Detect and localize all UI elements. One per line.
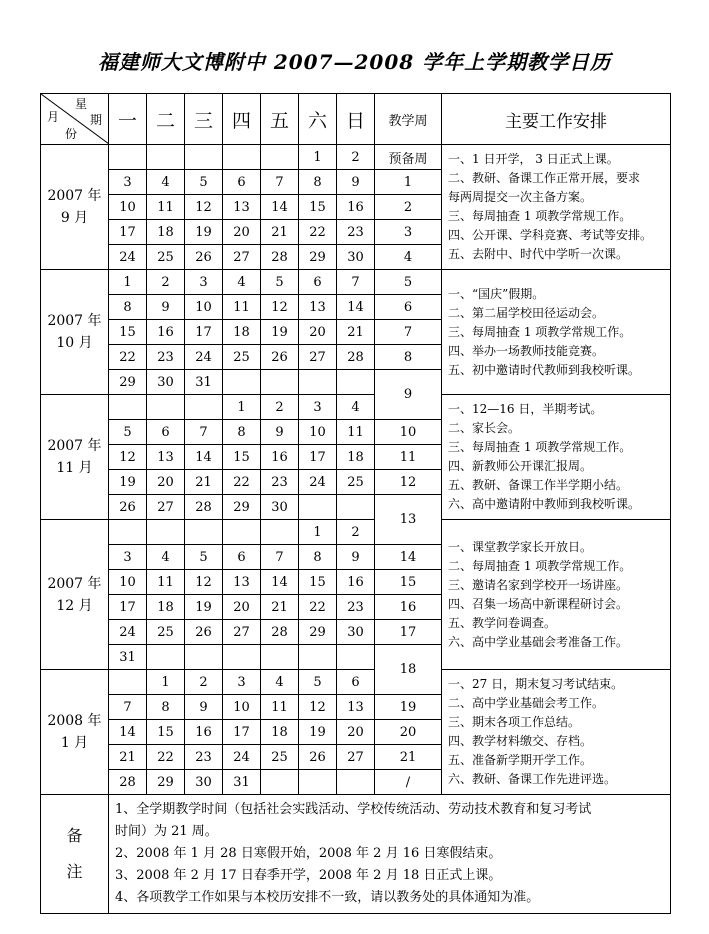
day-cell: 17 — [185, 320, 223, 345]
day-cell: 11 — [337, 420, 375, 445]
day-cell: 17 — [109, 595, 147, 620]
day-cell — [337, 645, 375, 670]
week-number: 19 — [375, 695, 442, 720]
week-number: 9 — [375, 370, 442, 420]
task-list — [442, 270, 671, 395]
day-cell: 21 — [261, 220, 299, 245]
week-number: 14 — [375, 545, 442, 570]
calendar-row — [41, 670, 671, 695]
day-cell: 10 — [223, 695, 261, 720]
task-list — [442, 395, 671, 520]
day-cell: 5 — [299, 670, 337, 695]
task-item: 四、召集一场高中新课程研讨会。 — [448, 596, 629, 611]
task-item: 五、准备新学期开学工作。 — [448, 753, 593, 767]
day-cell: 14 — [185, 445, 223, 470]
task-item: 三、每周抽查 1 项教学常规工作。 — [448, 209, 632, 223]
task-item: 五、初中邀请时代教师到我校听课。 — [448, 362, 641, 377]
day-cell — [261, 770, 299, 795]
task-item: 四、教学材料缴交、存档。 — [448, 734, 593, 748]
note-line: 2、2008 年 1 月 28 日寒假开始，2008 年 2 月 16 日寒假结束。 — [115, 846, 502, 861]
day-cell: 6 — [223, 545, 261, 570]
day-cell: 27 — [223, 620, 261, 645]
task-item: 四、举办一场教师技能竞赛。 — [448, 343, 605, 358]
day-cell: 12 — [299, 695, 337, 720]
week-number: 18 — [375, 645, 442, 695]
day-cell: 5 — [109, 420, 147, 445]
note-line: 4、各项教学工作如果与本校历安排不一致，请以教务处的具体通知为准。 — [115, 890, 540, 905]
task-item: 三、期末各项工作总结。 — [448, 715, 581, 729]
day-cell — [147, 145, 185, 170]
day-cell — [299, 370, 337, 395]
day-cell: 16 — [337, 570, 375, 595]
day-cell: 18 — [261, 720, 299, 745]
day-cell: 11 — [147, 195, 185, 220]
day-cell: 30 — [147, 370, 185, 395]
day-cell — [109, 670, 147, 695]
week-number: 12 — [375, 470, 442, 495]
day-cell — [261, 370, 299, 395]
day-cell — [109, 395, 147, 420]
day-cell: 13 — [223, 195, 261, 220]
day-cell: 2 — [261, 395, 299, 420]
corner-cell — [41, 94, 109, 145]
task-item: 一、课堂教学家长开放日。 — [448, 539, 593, 554]
task-item: 五、去附中、时代中学听一次课。 — [448, 247, 629, 261]
day-cell: 3 — [109, 545, 147, 570]
day-cell: 10 — [185, 295, 223, 320]
day-cell — [299, 495, 337, 520]
day-cell: 13 — [299, 295, 337, 320]
week-number: 3 — [375, 220, 442, 245]
header-row — [41, 94, 671, 145]
day-cell: 27 — [147, 495, 185, 520]
day-cell — [109, 145, 147, 170]
day-cell — [223, 145, 261, 170]
task-item: 二、高中学业基础会考工作。 — [448, 696, 605, 710]
day-cell: 21 — [185, 470, 223, 495]
week-number: 预备周 — [375, 145, 442, 170]
day-cell: 20 — [223, 595, 261, 620]
day-cell: 15 — [299, 195, 337, 220]
day-cell: 10 — [299, 420, 337, 445]
day-cell: 16 — [147, 320, 185, 345]
month-year: 2007 年 — [47, 188, 102, 204]
day-cell: 5 — [185, 545, 223, 570]
day-cell: 22 — [147, 745, 185, 770]
day-cell: 4 — [223, 270, 261, 295]
day-cell: 19 — [185, 220, 223, 245]
task-item: 三、每周抽查 1 项教学常规工作。 — [448, 440, 632, 454]
day-cell — [185, 145, 223, 170]
day-cell — [223, 370, 261, 395]
task-item: 六、高中学业基础会考准备工作。 — [448, 634, 629, 649]
day-cell: 28 — [261, 620, 299, 645]
task-item: 二、第二届学校田径运动会。 — [448, 305, 605, 320]
day-cell: 25 — [261, 745, 299, 770]
day-cell: 2 — [147, 270, 185, 295]
day-cell: 9 — [261, 420, 299, 445]
task-list — [442, 670, 671, 795]
day-cell: 17 — [109, 220, 147, 245]
day-cell: 23 — [147, 345, 185, 370]
day-cell: 4 — [147, 545, 185, 570]
task-item: 每两周提交一次主备方案。 — [448, 190, 593, 204]
day-cell: 29 — [147, 770, 185, 795]
day-cell: 19 — [185, 595, 223, 620]
weekday-header: 六 — [299, 94, 337, 145]
day-cell: 17 — [299, 445, 337, 470]
day-cell: 22 — [109, 345, 147, 370]
day-cell: 25 — [147, 620, 185, 645]
day-cell: 4 — [261, 670, 299, 695]
corner-qi: 期 — [90, 113, 103, 127]
day-cell: 30 — [261, 495, 299, 520]
day-cell: 24 — [109, 245, 147, 270]
corner-fen: 份 — [65, 127, 78, 141]
teach-week-header: 教学周 — [375, 94, 442, 145]
day-cell: 1 — [299, 145, 337, 170]
day-cell: 23 — [261, 470, 299, 495]
day-cell — [185, 645, 223, 670]
day-cell: 1 — [109, 270, 147, 295]
day-cell: 6 — [337, 670, 375, 695]
calendar-row — [41, 145, 671, 170]
day-cell: 5 — [261, 270, 299, 295]
day-cell: 8 — [147, 695, 185, 720]
day-cell: 1 — [223, 395, 261, 420]
notes-content — [109, 795, 671, 914]
day-cell: 24 — [299, 470, 337, 495]
task-item: 六、教研、备课工作先进评选。 — [448, 772, 617, 786]
month-name: 10 月 — [56, 335, 93, 351]
task-item: 一、12—16 日，半期考试。 — [448, 402, 603, 416]
day-cell — [185, 395, 223, 420]
teaching-calendar-table — [40, 93, 671, 914]
day-cell: 5 — [185, 170, 223, 195]
day-cell: 7 — [337, 270, 375, 295]
day-cell: 7 — [185, 420, 223, 445]
day-cell: 29 — [299, 245, 337, 270]
day-cell: 14 — [109, 720, 147, 745]
day-cell: 18 — [147, 220, 185, 245]
day-cell: 4 — [147, 170, 185, 195]
day-cell: 3 — [109, 170, 147, 195]
task-item: 一、“国庆”假期。 — [448, 286, 545, 301]
task-item: 四、公开课、学科竞赛、考试等安排。 — [448, 228, 653, 242]
day-cell — [299, 770, 337, 795]
month-year: 2007 年 — [47, 575, 102, 592]
weekday-header: 四 — [223, 94, 261, 145]
day-cell — [147, 645, 185, 670]
day-cell: 30 — [185, 770, 223, 795]
weekday-header: 一 — [109, 94, 147, 145]
day-cell: 22 — [223, 470, 261, 495]
day-cell: 9 — [337, 545, 375, 570]
week-number: 20 — [375, 720, 442, 745]
day-cell — [147, 520, 185, 545]
week-number: 13 — [375, 495, 442, 545]
day-cell: 18 — [147, 595, 185, 620]
day-cell: 27 — [337, 745, 375, 770]
day-cell: 6 — [147, 420, 185, 445]
day-cell: 30 — [337, 620, 375, 645]
day-cell: 15 — [147, 720, 185, 745]
week-number: 21 — [375, 745, 442, 770]
day-cell: 29 — [109, 370, 147, 395]
day-cell: 23 — [185, 745, 223, 770]
week-number: 4 — [375, 245, 442, 270]
task-item: 二、家长会。 — [448, 421, 521, 435]
day-cell: 12 — [109, 445, 147, 470]
notes-label-line2: 注 — [66, 862, 83, 881]
day-cell: 23 — [337, 220, 375, 245]
corner-yue: 月 — [47, 110, 60, 124]
day-cell: 31 — [109, 645, 147, 670]
week-number: 15 — [375, 570, 442, 595]
day-cell: 25 — [337, 470, 375, 495]
day-cell: 7 — [261, 170, 299, 195]
day-cell: 28 — [261, 245, 299, 270]
day-cell: 13 — [147, 445, 185, 470]
day-cell: 12 — [185, 195, 223, 220]
notes-label — [41, 795, 109, 914]
day-cell: 30 — [337, 245, 375, 270]
task-item: 三、邀请名家到学校开一场讲座。 — [448, 577, 629, 592]
day-cell: 27 — [223, 245, 261, 270]
day-cell: 2 — [337, 145, 375, 170]
day-cell: 11 — [223, 295, 261, 320]
day-cell: 15 — [109, 320, 147, 345]
day-cell: 31 — [185, 370, 223, 395]
day-cell: 24 — [109, 620, 147, 645]
day-cell: 29 — [223, 495, 261, 520]
day-cell — [223, 645, 261, 670]
month-year: 2007 年 — [47, 438, 102, 454]
day-cell: 2 — [337, 520, 375, 545]
week-number: / — [375, 770, 442, 795]
main-work-header: 主要工作安排 — [442, 94, 671, 145]
corner-diagonal — [41, 94, 108, 144]
month-label — [41, 270, 109, 395]
day-cell: 8 — [299, 170, 337, 195]
day-cell: 29 — [299, 620, 337, 645]
weekday-header: 五 — [261, 94, 299, 145]
calendar-row — [41, 395, 671, 420]
weekday-header: 日 — [337, 94, 375, 145]
month-label — [41, 520, 109, 670]
notes-row — [41, 795, 671, 914]
day-cell — [337, 495, 375, 520]
month-year: 2007 年 — [47, 313, 102, 329]
note-line: 3、2008 年 2 月 17 日春季开学，2008 年 2 月 18 日正式上课。 — [115, 868, 502, 883]
day-cell — [337, 370, 375, 395]
day-cell: 26 — [185, 620, 223, 645]
note-line: 时间）为 21 周。 — [115, 824, 218, 839]
notes-label-line1: 备 — [66, 826, 83, 845]
day-cell: 20 — [147, 470, 185, 495]
day-cell: 2 — [185, 670, 223, 695]
day-cell — [223, 520, 261, 545]
weekday-header: 二 — [147, 94, 185, 145]
task-item: 六、高中邀请附中教师到我校听课。 — [448, 497, 641, 511]
day-cell: 12 — [185, 570, 223, 595]
day-cell: 10 — [109, 195, 147, 220]
calendar-row — [41, 520, 671, 545]
day-cell: 28 — [185, 495, 223, 520]
day-cell — [299, 645, 337, 670]
day-cell: 20 — [223, 220, 261, 245]
day-cell: 13 — [337, 695, 375, 720]
day-cell: 20 — [299, 320, 337, 345]
day-cell — [147, 395, 185, 420]
month-label — [41, 145, 109, 270]
day-cell: 19 — [299, 720, 337, 745]
month-label — [41, 395, 109, 520]
day-cell — [109, 520, 147, 545]
day-cell: 3 — [299, 395, 337, 420]
day-cell: 11 — [261, 695, 299, 720]
day-cell: 14 — [261, 570, 299, 595]
month-label — [41, 670, 109, 795]
task-item: 二、每周抽查 1 项教学常规工作。 — [448, 558, 632, 573]
day-cell: 13 — [223, 570, 261, 595]
day-cell: 28 — [337, 345, 375, 370]
day-cell: 1 — [299, 520, 337, 545]
month-name: 12 月 — [56, 597, 93, 614]
day-cell: 25 — [223, 345, 261, 370]
day-cell: 6 — [223, 170, 261, 195]
day-cell: 23 — [337, 595, 375, 620]
day-cell: 19 — [261, 320, 299, 345]
task-item: 一、1 日开学， 3 日正式上课。 — [448, 152, 619, 166]
day-cell: 6 — [299, 270, 337, 295]
day-cell: 8 — [109, 295, 147, 320]
day-cell: 15 — [223, 445, 261, 470]
day-cell: 12 — [261, 295, 299, 320]
month-name: 9 月 — [60, 210, 89, 226]
month-name: 11 月 — [56, 460, 93, 476]
task-item: 一、27 日，期末复习考试结束。 — [448, 677, 624, 691]
day-cell: 17 — [223, 720, 261, 745]
task-list — [442, 145, 671, 270]
week-number: 17 — [375, 620, 442, 645]
day-cell: 4 — [337, 395, 375, 420]
day-cell: 31 — [223, 770, 261, 795]
day-cell: 28 — [109, 770, 147, 795]
day-cell: 11 — [147, 570, 185, 595]
month-name: 1 月 — [60, 735, 89, 751]
day-cell: 7 — [261, 545, 299, 570]
note-line: 1、全学期教学时间（包括社会实践活动、学校传统活动、劳动技术教育和复习考试 — [115, 802, 592, 817]
day-cell: 8 — [223, 420, 261, 445]
page-title: 福建师大文博附中 2007—2008 学年上学期教学日历 — [97, 50, 612, 74]
calendar-row — [41, 270, 671, 295]
day-cell: 24 — [223, 745, 261, 770]
day-cell — [261, 145, 299, 170]
day-cell: 3 — [185, 270, 223, 295]
week-number: 1 — [375, 170, 442, 195]
weekday-header: 三 — [185, 94, 223, 145]
day-cell: 21 — [261, 595, 299, 620]
day-cell: 26 — [261, 345, 299, 370]
week-number: 11 — [375, 445, 442, 470]
day-cell: 8 — [299, 545, 337, 570]
day-cell: 27 — [299, 345, 337, 370]
day-cell: 26 — [109, 495, 147, 520]
day-cell: 9 — [185, 695, 223, 720]
day-cell — [185, 520, 223, 545]
task-list — [442, 520, 671, 670]
day-cell: 3 — [223, 670, 261, 695]
day-cell: 14 — [337, 295, 375, 320]
day-cell: 20 — [337, 720, 375, 745]
week-number: 16 — [375, 595, 442, 620]
day-cell: 25 — [147, 245, 185, 270]
day-cell: 16 — [261, 445, 299, 470]
day-cell: 26 — [299, 745, 337, 770]
corner-xing: 星 — [75, 97, 88, 111]
week-number: 10 — [375, 420, 442, 445]
day-cell: 18 — [223, 320, 261, 345]
week-number: 7 — [375, 320, 442, 345]
week-number: 8 — [375, 345, 442, 370]
day-cell — [261, 520, 299, 545]
day-cell: 7 — [109, 695, 147, 720]
day-cell: 10 — [109, 570, 147, 595]
day-cell: 1 — [147, 670, 185, 695]
day-cell: 22 — [299, 595, 337, 620]
day-cell: 18 — [337, 445, 375, 470]
task-item: 二、教研、备课工作正常开展，要求 — [448, 171, 641, 185]
day-cell: 14 — [261, 195, 299, 220]
week-number: 5 — [375, 270, 442, 295]
day-cell: 22 — [299, 220, 337, 245]
task-item: 三、每周抽查 1 项教学常规工作。 — [448, 324, 632, 339]
day-cell: 9 — [337, 170, 375, 195]
week-number: 6 — [375, 295, 442, 320]
month-year: 2008 年 — [47, 713, 102, 729]
day-cell — [337, 770, 375, 795]
week-number: 2 — [375, 195, 442, 220]
day-cell: 24 — [185, 345, 223, 370]
day-cell: 19 — [109, 470, 147, 495]
task-item: 五、教研、备课工作半学期小结。 — [448, 478, 629, 492]
task-item: 五、教学问卷调查。 — [448, 615, 557, 630]
day-cell: 9 — [147, 295, 185, 320]
day-cell — [261, 645, 299, 670]
task-item: 四、新教师公开课汇报周。 — [448, 459, 593, 473]
day-cell: 16 — [185, 720, 223, 745]
day-cell: 26 — [185, 245, 223, 270]
day-cell: 21 — [109, 745, 147, 770]
day-cell: 15 — [299, 570, 337, 595]
day-cell: 16 — [337, 195, 375, 220]
day-cell: 21 — [337, 320, 375, 345]
